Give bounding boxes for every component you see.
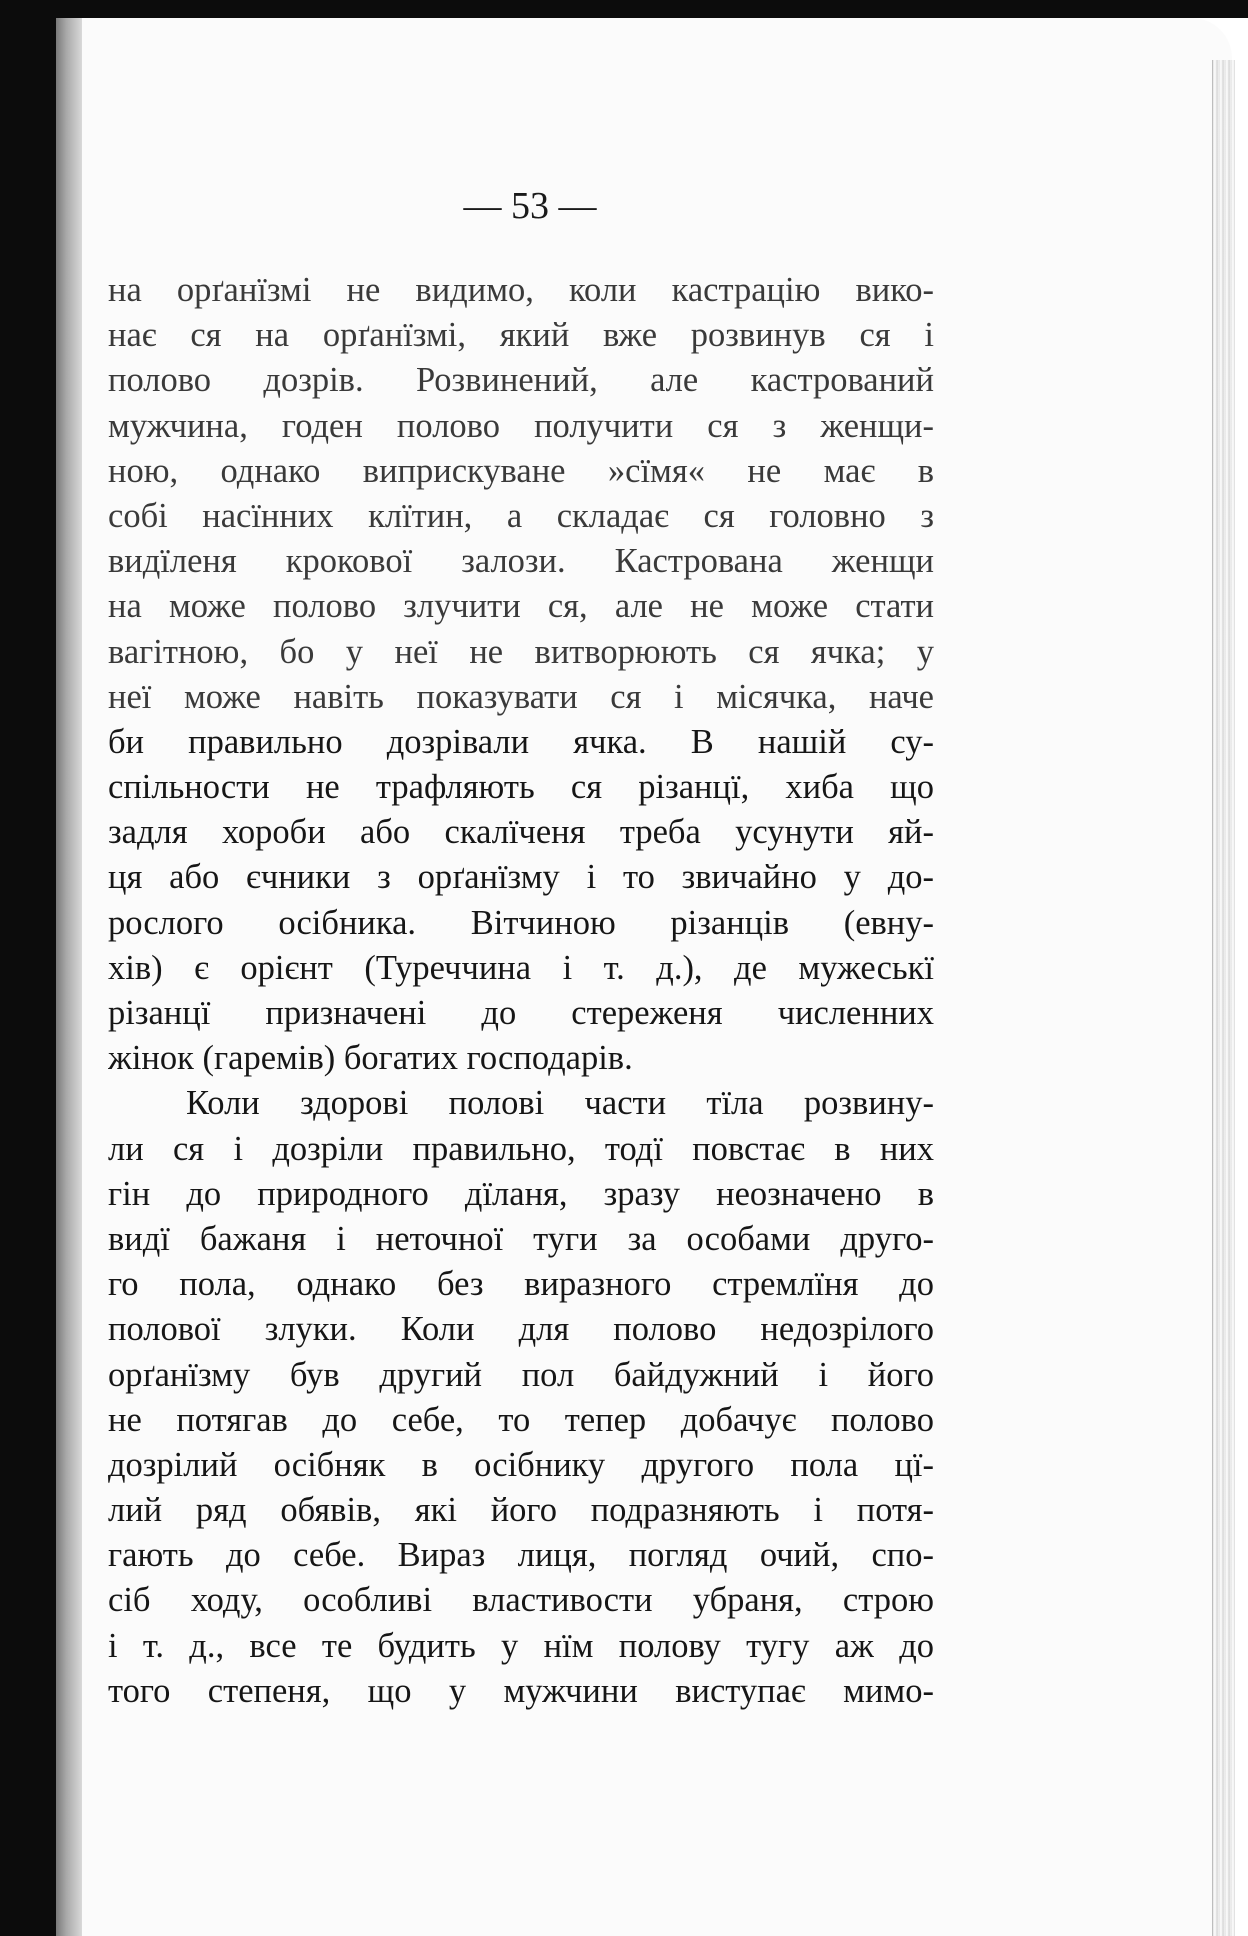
text-line: гають до себе. Вираз лиця, погляд очий, спо-: [108, 1536, 934, 1575]
text-line: задля хороби або скалїченя треба усунути яй-: [108, 813, 934, 852]
text-line: видїленя крокової залози. Кастрована женщи: [108, 542, 934, 581]
text-line: орґанїзму був другий пол байдужний і його: [108, 1355, 934, 1394]
text-line: дозрілий осібняк в осібнику другого пола цї-: [108, 1445, 934, 1484]
text-line: полово дозрів. Розвинений, але кастрований: [108, 361, 934, 400]
text-line: хів) є орієнт (Туреччина і т. д.), де мужеськї: [108, 948, 934, 987]
text-line: би правильно дозрівали ячка. В нашій су-: [108, 722, 934, 761]
page-edges: [1212, 60, 1235, 1936]
text-line: рослого осібника. Вітчиною різанців (евну-: [108, 903, 934, 942]
paragraph-2: [108, 1081, 934, 1714]
text-line: полової злуки. Коли для полово недозрілого: [108, 1310, 934, 1349]
scan-border-left: [0, 0, 56, 1936]
text-line: жінок (гаремів) богатих господарів.: [108, 1039, 633, 1078]
body-text: [108, 268, 934, 1714]
text-line: спільности не трафляють ся різанцї, хиба що: [108, 768, 934, 807]
text-line: різанцї призначені до стереженя численних: [108, 994, 934, 1032]
text-line: і т. д., все те будить у нїм полову тугу аж до: [108, 1626, 934, 1665]
text-line: го пола, однако без виразного стремлїня до: [108, 1265, 934, 1304]
text-line: видї бажаня і неточної туги за особами друго-: [108, 1219, 934, 1258]
text-line: ною, однако виприскуване »сїмя« не має в: [108, 451, 934, 490]
text-line: Коли здорові полові части тїла розвину-: [186, 1084, 934, 1123]
text-line: гін до природного дїланя, зразу неозначено в: [108, 1174, 934, 1213]
page-number: — 53 —: [463, 185, 597, 227]
text-line: мужчина, годен полово получити ся з женщи-: [108, 406, 934, 445]
paragraph-1: [108, 268, 934, 1081]
scan-border-top: [0, 0, 1248, 18]
text-line: нає ся на орґанїзмі, який вже розвинув ся і: [108, 316, 934, 355]
text-line: на орґанїзмі не видимо, коли кастрацію вико-: [108, 271, 934, 309]
book-spine-shadow: [56, 18, 82, 1936]
text-line: сіб ходу, особливі властивости убраня, строю: [108, 1581, 934, 1620]
text-line: лий ряд обявів, які його подразняють і потя-: [108, 1491, 934, 1530]
text-line: ли ся і дозріли правильно, тодї повстає в них: [108, 1129, 934, 1168]
text-line: собі насїнних клїтин, а складає ся головно з: [108, 496, 934, 535]
text-line: вагітною, бо у неї не витворюють ся ячка; у: [108, 632, 934, 671]
text-line: не потягав до себе, то тепер добачує полово: [108, 1400, 934, 1439]
text-line: ця або єчники з орґанїзму і то звичайно у до-: [108, 858, 934, 897]
text-line: неї може навіть показувати ся і місячка, наче: [108, 677, 934, 716]
text-line: того степеня, що у мужчини виступає мимо-: [108, 1671, 934, 1710]
text-line: на може полово злучити ся, але не може стати: [108, 587, 934, 626]
